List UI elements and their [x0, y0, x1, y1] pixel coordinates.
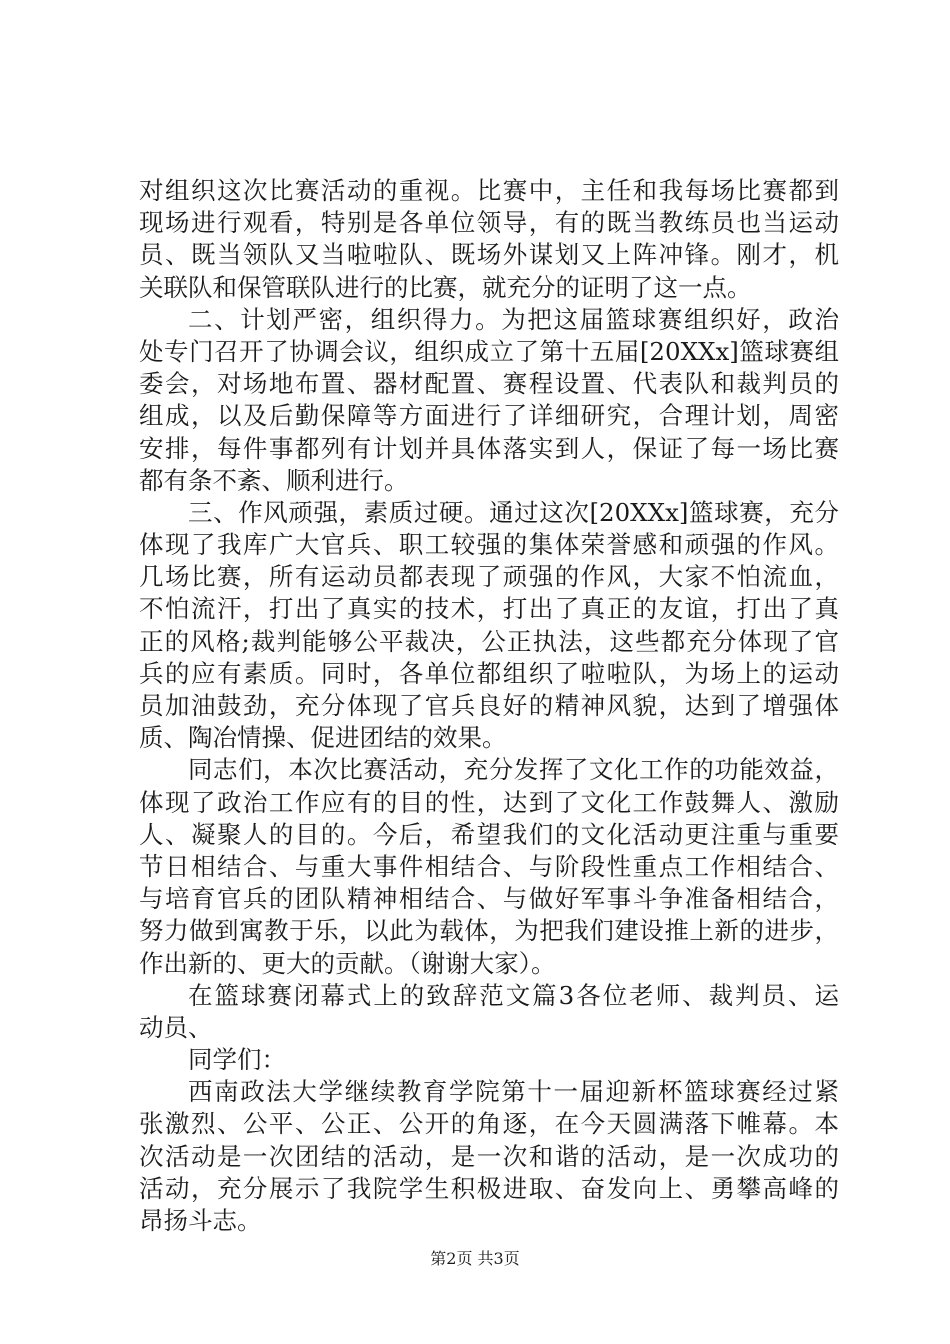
text-line: 在篮球赛闭幕式上的致辞范文篇3各位老师、裁判员、运 [188, 980, 839, 1010]
text-line: 安排，每件事都列有计划并具体落实到人，保证了每一场比赛 [139, 433, 839, 463]
text-line: 三、作风顽强，素质过硬。通过这次[20XXx]篮球赛，充分 [188, 497, 839, 527]
text-line: 活动，充分展示了我院学生积极进取、奋发向上、勇攀高峰的 [139, 1173, 839, 1203]
text-line: 作出新的、更大的贡献。（谢谢大家）。 [139, 948, 556, 978]
text-line: 处专门召开了协调会议，组织成立了第十五届[20XXx]篮球赛组 [139, 336, 839, 366]
text-line: 委会，对场地布置、器材配置、赛程设置、代表队和裁判员的 [139, 369, 839, 399]
text-line: 西南政法大学继续教育学院第十一届迎新杯篮球赛经过紧 [188, 1077, 839, 1107]
text-line: 几场比赛，所有运动员都表现了顽强的作风，大家不怕流血， [139, 562, 839, 592]
document-body [139, 175, 839, 1237]
text-line: 员、既当领队又当啦啦队、既场外谋划又上阵冲锋。刚才，机 [139, 240, 839, 270]
text-line: 正的风格;裁判能够公平裁决，公正执法，这些都充分体现了官 [139, 626, 839, 656]
text-line: 都有条不紊、顺利进行。 [139, 465, 409, 495]
text-line: 同志们，本次比赛活动，充分发挥了文化工作的功能效益， [188, 755, 839, 785]
text-line: 员加油鼓劲，充分体现了官兵良好的精神风貌，达到了增强体 [139, 691, 839, 720]
text-line: 节日相结合、与重大事件相结合、与阶段性重点工作相结合、 [139, 851, 839, 881]
text-line: 体现了我库广大官兵、职工较强的集体荣誉感和顽强的作风。 [139, 530, 839, 560]
text-line: 次活动是一次团结的活动，是一次和谐的活动，是一次成功的 [139, 1141, 839, 1171]
page-footer: 第2页 共3页 [430, 1249, 520, 1268]
text-line: 张激烈、公平、公正、公开的角逐，在今天圆满落下帷幕。本 [139, 1109, 839, 1139]
text-line: 兵的应有素质。同时，各单位都组织了啦啦队，为场上的运动 [139, 658, 839, 688]
text-line: 关联队和保管联队进行的比赛，就充分的证明了这一点。 [139, 272, 752, 302]
text-line: 昂扬斗志。 [139, 1206, 262, 1235]
text-line: 努力做到寓教于乐，以此为载体，为把我们建设推上新的进步， [139, 916, 839, 946]
text-line: 不怕流汗，打出了真实的技术，打出了真正的友谊，打出了真 [139, 594, 839, 624]
text-line: 现场进行观看，特别是各单位领导，有的既当教练员也当运动 [139, 208, 839, 238]
text-line: 与培育官兵的团队精神相结合、与做好军事斗争准备相结合， [139, 884, 839, 914]
text-line: 二、计划严密，组织得力。为把这届篮球赛组织好，政治 [188, 304, 839, 334]
text-line: 体现了政治工作应有的目的性，达到了文化工作鼓舞人、激励 [139, 787, 839, 817]
text-line: 同学们： [188, 1045, 286, 1075]
text-line: 质、陶冶情操、促进团结的效果。 [139, 723, 507, 753]
text-line: 对组织这次比赛活动的重视。比赛中，主任和我每场比赛都到 [139, 176, 839, 205]
text-line: 动员、 [139, 1012, 213, 1042]
text-line: 组成，以及后勤保障等方面进行了详细研究，合理计划，周密 [139, 401, 839, 431]
text-line: 人、凝聚人的目的。今后，希望我们的文化活动更注重与重要 [139, 819, 839, 849]
